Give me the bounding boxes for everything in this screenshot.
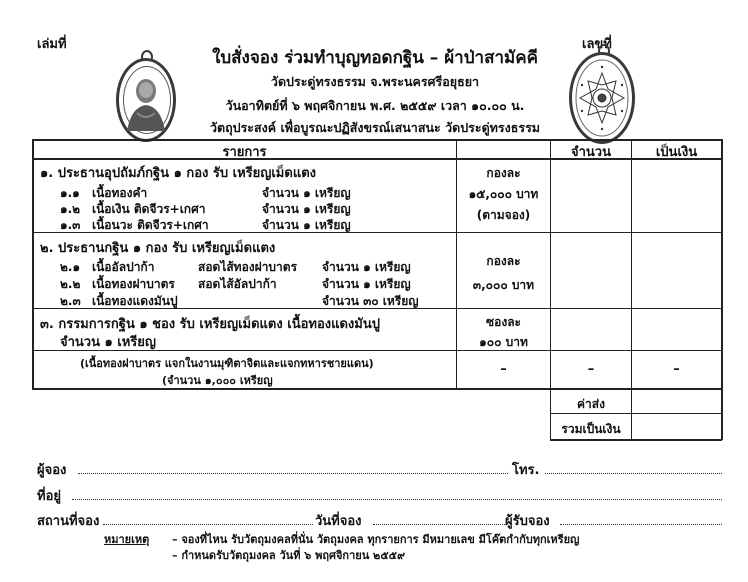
section-1-line-3-text: เนื้อนวะ ติดจีวร+เกศา <box>92 218 209 232</box>
section-1-price-note: (ตามจอง) <box>476 208 531 222</box>
place-field[interactable] <box>103 524 313 525</box>
name-field[interactable] <box>78 473 508 474</box>
section-1-title: ๑. ประธานอุปถัมภ์กฐิน ๑ กอง รับ เหรียญเม็ดแตง <box>40 166 316 181</box>
section-2-line-1-qty: จำนวน ๑ เหรียญ <box>322 260 411 274</box>
section-1-line-2-text: เนื้อเงิน ติดจีวร+เกศา <box>92 202 206 216</box>
address-field[interactable] <box>72 499 722 500</box>
header-item: รายการ <box>222 145 267 160</box>
section-2-title: ๒. ประธานกฐิน ๑ กอง รับ เหรียญเม็ดแตง <box>40 241 276 256</box>
header-amount: เป็นเงิน <box>655 145 698 160</box>
receiver-label: ผู้รับจอง <box>505 514 550 529</box>
section-2-price-label: กองละ <box>486 254 521 268</box>
note-row-dash-price: – <box>500 362 507 377</box>
header-quantity: จำนวน <box>571 145 611 160</box>
date-label: วันที่จอง <box>315 514 362 529</box>
volume-label: เล่มที่ <box>37 37 67 52</box>
remarks-line-1: – จองที่ไหน รับวัตถุมงคลที่นั่น วัตถุมงคล ทุกรายการ มีหมายเลข มีโค๊ตกำกับทุกเหรียญ <box>172 533 580 546</box>
section-1-line-2-number: ๑.๒ <box>60 202 81 216</box>
total-label: รวมเป็นเงิน <box>561 422 621 436</box>
section-1-price-value: ๑๕,๐๐๐ บาท <box>468 187 539 201</box>
note-row-dash-amount: – <box>673 362 680 377</box>
section-2-line-2-text: เนื้อทองฝาบาตร <box>92 277 175 291</box>
section-3-title-line-2: จำนวน ๑ เหรียญ <box>60 335 156 350</box>
section-2-line-3-number: ๒.๓ <box>60 294 81 308</box>
remarks-line-2: – กำหนดรับวัตถุมงคล วันที่ ๖ พฤศจิกายน ๒๕๕๙ <box>172 549 406 562</box>
phone-label: โทร. <box>512 463 540 478</box>
section-3-title: ๓. กรรมการกฐิน ๑ ชอง รับ เหรียญเม็ดแตง เนื้อทองแดงมันปู <box>40 317 380 332</box>
receiver-field[interactable] <box>560 524 722 525</box>
temple-name: วัดประดู่ทรงธรรม จ.พระนครศรีอยุธยา <box>270 74 480 89</box>
section-2-line-3-text: เนื้อทองแดงมันปู <box>92 294 178 308</box>
phone-field[interactable] <box>545 473 722 474</box>
purpose-text: วัตถุประสงค์ เพื่อบูรณะปฏิสังขรณ์เสนาสนะ วัดประดู่ทรงธรรม <box>209 120 541 135</box>
section-3-price-label: ซองละ <box>485 315 521 329</box>
date-field[interactable] <box>373 524 505 525</box>
section-2-line-2-qty: จำนวน ๑ เหรียญ <box>322 277 411 291</box>
section-1-line-3-qty: จำนวน ๑ เหรียญ <box>262 218 351 232</box>
section-2-line-1-text: เนื้ออัลปาก้า <box>92 260 155 274</box>
section-1-line-2-qty: จำนวน ๑ เหรียญ <box>262 202 351 216</box>
remarks-label: หมายเหตุ <box>104 533 150 546</box>
section-1-line-1-text: เนื้อทองคำ <box>92 186 148 200</box>
section-1-price-label: กองละ <box>486 166 521 180</box>
section-2-line-1-number: ๒.๑ <box>60 260 81 274</box>
name-label: ผู้จอง <box>37 463 67 478</box>
section-2-line-2-number: ๒.๒ <box>60 277 81 291</box>
form-title: ใบสั่งจอง ร่วมทำบุญทอดกฐิน – ผ้าป่าสามัคคี <box>212 48 538 68</box>
note-row-line-1: (เนื้อทองฝาบาตร แจกในงานมุฑิตาจิตและแจกทหารชายแดน) <box>80 357 374 370</box>
section-1-line-3-number: ๑.๓ <box>60 218 81 232</box>
section-2-line-3-qty: จำนวน ๓๐ เหรียญ <box>322 294 419 308</box>
section-2-price-value: ๓,๐๐๐ บาท <box>472 278 535 292</box>
section-1-line-1-qty: จำนวน ๑ เหรียญ <box>262 186 351 200</box>
address-label: ที่อยู่ <box>37 489 61 504</box>
section-1-line-1-number: ๑.๑ <box>60 186 80 200</box>
number-label: เลขที่ <box>582 37 612 52</box>
place-label: สถานที่จอง <box>37 514 100 529</box>
section-2-line-2-text2: สอดไส้อัลปาก้า <box>198 277 277 291</box>
event-date: วันอาทิตย์ที่ ๖ พฤศจิกายน พ.ศ. ๒๕๕๙ เวลา ๑๐.๐๐ น. <box>225 98 525 113</box>
section-2-line-1-text2: สอดไส้ทองฝาบาตร <box>198 260 298 274</box>
note-row-line-2: (จำนวน ๑,๐๐๐ เหรียญ <box>162 374 273 387</box>
postage-label: ค่าส่ง <box>577 397 605 411</box>
note-row-dash-quantity: – <box>587 362 595 377</box>
section-3-price-value: ๑๐๐ บาท <box>479 335 528 349</box>
